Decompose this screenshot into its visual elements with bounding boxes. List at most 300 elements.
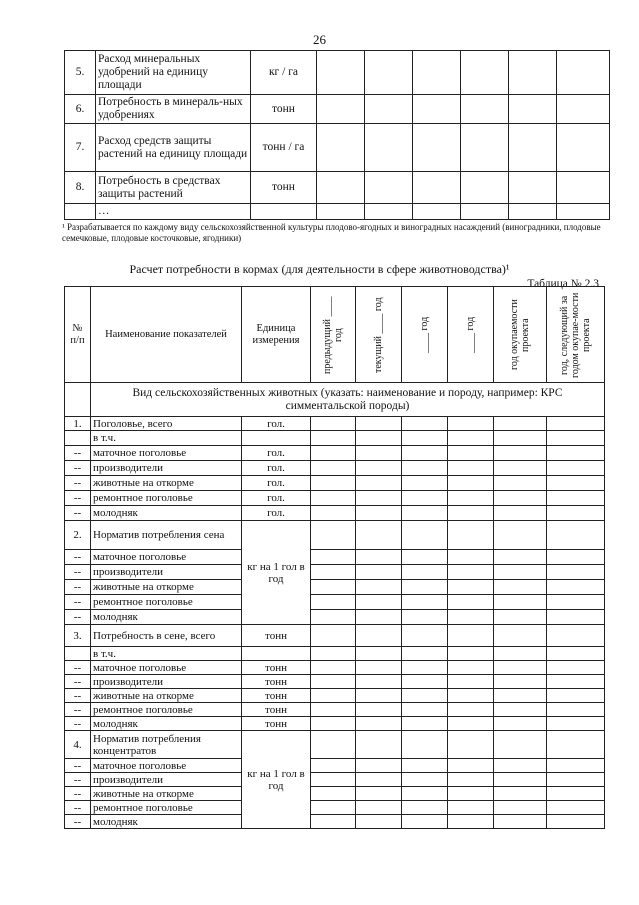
row-number: -- [65, 506, 91, 521]
table-cell[interactable] [413, 172, 461, 204]
table-cell[interactable] [494, 476, 547, 491]
row-label: в т.ч. [91, 647, 242, 661]
table-cell[interactable] [547, 461, 605, 476]
row-unit: кг на 1 гол в год [242, 731, 311, 829]
table-cell[interactable] [448, 565, 494, 580]
table-cell[interactable] [547, 759, 605, 773]
row-number [65, 647, 91, 661]
table-cell[interactable] [356, 815, 402, 829]
table-cell[interactable] [448, 815, 494, 829]
row-number: -- [65, 595, 91, 610]
table-cell[interactable] [317, 204, 365, 220]
header-payback-year [494, 287, 547, 383]
table-cell[interactable] [356, 595, 402, 610]
table-cell[interactable] [509, 95, 557, 124]
table-cell[interactable] [557, 124, 610, 172]
table-cell[interactable] [494, 717, 547, 731]
table-row [65, 815, 605, 829]
table-row [65, 172, 610, 204]
table-cell[interactable] [494, 801, 547, 815]
table-cell[interactable] [448, 647, 494, 661]
group-empty-cell [65, 383, 91, 417]
row-label: Поголовье, всего [91, 417, 242, 431]
table-cell[interactable] [413, 95, 461, 124]
table-cell[interactable] [547, 550, 605, 565]
table-cell[interactable] [311, 521, 356, 550]
row-number: -- [65, 565, 91, 580]
table-cell[interactable] [547, 815, 605, 829]
row-unit: тонн [242, 661, 311, 675]
table-cell[interactable] [413, 124, 461, 172]
row-number: -- [65, 610, 91, 625]
table-cell[interactable] [356, 787, 402, 801]
table-cell[interactable] [494, 689, 547, 703]
table-cell[interactable] [448, 661, 494, 675]
row-label: молодняк [91, 717, 242, 731]
row-number: -- [65, 580, 91, 595]
header-year-4-text: ____ год [465, 316, 476, 353]
row-number: 2. [65, 521, 91, 550]
table-cell[interactable] [402, 647, 448, 661]
row-unit: тонн [242, 703, 311, 717]
table-cell[interactable] [494, 446, 547, 461]
header-year-current [356, 287, 402, 383]
table-cell[interactable] [365, 51, 413, 95]
table-cell[interactable] [311, 461, 356, 476]
row-number [65, 204, 96, 220]
table-cell[interactable] [311, 773, 356, 787]
table-cell[interactable] [547, 565, 605, 580]
row-label: маточное поголовье [91, 759, 242, 773]
footnote: ¹ Разрабатывается по каждому виду сельскохозяйственной культуры плодово-ягодных и виноградных насаждений (виноградники, плодовые семечковые, плодовые косточковые, ягодники) [62, 222, 601, 243]
table-cell[interactable] [311, 731, 356, 759]
table-row [65, 506, 605, 521]
row-label: производители [91, 773, 242, 787]
row-unit: тонн [242, 717, 311, 731]
row-label: молодняк [91, 506, 242, 521]
table-cell[interactable] [311, 661, 356, 675]
header-unit: Единица измерения [242, 287, 311, 383]
table-cell[interactable] [356, 661, 402, 675]
table-cell[interactable] [356, 580, 402, 595]
header-row [65, 287, 605, 383]
table-cell[interactable] [356, 461, 402, 476]
table-cell[interactable] [509, 124, 557, 172]
section-title: Расчет потребности в кормах (для деятельности в сфере животноводства)¹ [129, 262, 510, 276]
row-unit: гол. [242, 491, 311, 506]
table-cell[interactable] [311, 815, 356, 829]
row-label: производители [91, 565, 242, 580]
row-label: животные на откорме [91, 787, 242, 801]
row-label: в т.ч. [91, 431, 242, 446]
row-number: 4. [65, 731, 91, 759]
row-number: -- [65, 787, 91, 801]
table-cell[interactable] [494, 506, 547, 521]
table-row [65, 550, 605, 565]
table-label: Таблица № 2.3 [527, 278, 599, 290]
group-row [65, 383, 605, 417]
table-row [65, 580, 605, 595]
table-cell[interactable] [311, 446, 356, 461]
table-cell[interactable] [365, 124, 413, 172]
table-cell[interactable] [402, 461, 448, 476]
table-cell[interactable] [547, 675, 605, 689]
table-row [65, 675, 605, 689]
table-cell[interactable] [311, 703, 356, 717]
table-cell[interactable] [547, 476, 605, 491]
row-label: ремонтное поголовье [91, 703, 242, 717]
row-unit: кг / га [251, 51, 317, 95]
table-cell[interactable] [547, 703, 605, 717]
row-number: -- [65, 703, 91, 717]
table-cell[interactable] [402, 661, 448, 675]
table-cell[interactable] [356, 491, 402, 506]
animal-type-label: Вид сельскохозяйственных животных (указать: наименование и породу, например: КРС симментальской породы) [91, 383, 605, 417]
table-cell[interactable] [494, 731, 547, 759]
table-cell[interactable] [356, 801, 402, 815]
header-year-3-text: ____ год [419, 316, 430, 353]
table-cell[interactable] [311, 595, 356, 610]
table-cell[interactable] [547, 787, 605, 801]
table-row [65, 661, 605, 675]
table-cell[interactable] [494, 773, 547, 787]
table-cell[interactable] [448, 521, 494, 550]
table-cell[interactable] [494, 461, 547, 476]
table-cell[interactable] [356, 417, 402, 431]
table-cell[interactable] [356, 521, 402, 550]
table-row [65, 431, 605, 446]
table-cell[interactable] [448, 431, 494, 446]
table-cell[interactable] [356, 476, 402, 491]
row-number: -- [65, 476, 91, 491]
table-cell[interactable] [311, 431, 356, 446]
table-cell[interactable] [402, 801, 448, 815]
table-cell[interactable] [494, 580, 547, 595]
table-cell[interactable] [547, 446, 605, 461]
table-cell[interactable] [402, 815, 448, 829]
row-label: ремонтное поголовье [91, 491, 242, 506]
table-row [65, 759, 605, 773]
table-cell[interactable] [461, 172, 509, 204]
row-label: маточное поголовье [91, 550, 242, 565]
table-cell[interactable] [402, 731, 448, 759]
table-cell[interactable] [311, 550, 356, 565]
table-cell[interactable] [402, 595, 448, 610]
table-cell[interactable] [448, 506, 494, 521]
table-cell[interactable] [356, 731, 402, 759]
table-cell[interactable] [547, 661, 605, 675]
table-cell[interactable] [402, 580, 448, 595]
table-cell[interactable] [402, 491, 448, 506]
row-number: -- [65, 801, 91, 815]
table-cell[interactable] [448, 625, 494, 647]
table-cell[interactable] [402, 773, 448, 787]
table-cell[interactable] [557, 172, 610, 204]
table-cell[interactable] [356, 773, 402, 787]
table-cell[interactable] [547, 506, 605, 521]
table-cell[interactable] [547, 491, 605, 506]
row-label: Расход минеральных удобрений на единицу площади [96, 51, 251, 95]
row-number: 6. [65, 95, 96, 124]
row-label: животные на откорме [91, 580, 242, 595]
table-cell[interactable] [448, 675, 494, 689]
table-cell[interactable] [356, 689, 402, 703]
header-year-current-text: текущий ____ год [373, 296, 384, 373]
row-unit: тонн [242, 625, 311, 647]
table-cell[interactable] [311, 759, 356, 773]
table-cell[interactable] [509, 172, 557, 204]
table-cell[interactable] [402, 675, 448, 689]
row-unit [242, 431, 311, 446]
table-row [65, 689, 605, 703]
row-label: Норматив потребления сена [91, 521, 242, 550]
table-cell[interactable] [356, 647, 402, 661]
table-cell[interactable] [365, 172, 413, 204]
table-cell[interactable] [311, 417, 356, 431]
table-cell[interactable] [448, 759, 494, 773]
table-cell[interactable] [448, 717, 494, 731]
table-row [65, 476, 605, 491]
table-row [65, 124, 610, 172]
row-label: маточное поголовье [91, 661, 242, 675]
table-cell[interactable] [547, 595, 605, 610]
header-after-payback-year [547, 287, 605, 383]
table-cell[interactable] [311, 565, 356, 580]
table-cell[interactable] [547, 647, 605, 661]
table-cell[interactable] [356, 446, 402, 461]
table-cell[interactable] [448, 703, 494, 717]
table-cell[interactable] [402, 431, 448, 446]
table-cell[interactable] [402, 703, 448, 717]
row-unit: гол. [242, 417, 311, 431]
fertilizer-table [64, 50, 610, 220]
table-cell[interactable] [494, 417, 547, 431]
table-cell[interactable] [448, 550, 494, 565]
row-unit: тонн [251, 172, 317, 204]
table-cell[interactable] [494, 647, 547, 661]
table-row [65, 565, 605, 580]
table-cell[interactable] [311, 580, 356, 595]
header-year-4 [448, 287, 494, 383]
table-cell[interactable] [461, 51, 509, 95]
row-label: Расход средств защиты растений на единицу площади [96, 124, 251, 172]
table-cell[interactable] [494, 565, 547, 580]
table-cell[interactable] [402, 506, 448, 521]
table-cell[interactable] [547, 625, 605, 647]
row-number: 3. [65, 625, 91, 647]
table-cell[interactable] [311, 506, 356, 521]
table-row [65, 491, 605, 506]
table-cell[interactable] [494, 815, 547, 829]
table-cell[interactable] [461, 124, 509, 172]
table-row [65, 731, 605, 759]
table-cell[interactable] [547, 431, 605, 446]
table-cell[interactable] [402, 625, 448, 647]
table-cell[interactable] [494, 675, 547, 689]
table-cell[interactable] [356, 625, 402, 647]
row-number: -- [65, 446, 91, 461]
table-cell[interactable] [311, 491, 356, 506]
table-cell[interactable] [311, 801, 356, 815]
row-unit [251, 204, 317, 220]
table-cell[interactable] [413, 204, 461, 220]
table-cell[interactable] [461, 204, 509, 220]
table-cell[interactable] [547, 773, 605, 787]
table-row [65, 717, 605, 731]
row-number: -- [65, 773, 91, 787]
table-cell[interactable] [356, 703, 402, 717]
table-cell[interactable] [461, 95, 509, 124]
table-row [65, 446, 605, 461]
table-cell[interactable] [402, 565, 448, 580]
table-cell[interactable] [311, 717, 356, 731]
table-cell[interactable] [547, 801, 605, 815]
table-cell[interactable] [494, 787, 547, 801]
table-cell[interactable] [494, 625, 547, 647]
row-unit: гол. [242, 506, 311, 521]
feed-requirement-table [64, 286, 605, 829]
table-cell[interactable] [317, 51, 365, 95]
table-cell[interactable] [317, 172, 365, 204]
table-cell[interactable] [356, 675, 402, 689]
row-number: 5. [65, 51, 96, 95]
table-cell[interactable] [494, 703, 547, 717]
row-number: -- [65, 675, 91, 689]
table-row [65, 625, 605, 647]
table-cell[interactable] [402, 550, 448, 565]
table-cell[interactable] [402, 610, 448, 625]
table-cell[interactable] [402, 446, 448, 461]
table-cell[interactable] [311, 476, 356, 491]
table-cell[interactable] [557, 51, 610, 95]
table-cell[interactable] [448, 595, 494, 610]
table-cell[interactable] [311, 689, 356, 703]
table-row [65, 521, 605, 550]
table-cell[interactable] [448, 580, 494, 595]
table-cell[interactable] [448, 787, 494, 801]
table-row [65, 461, 605, 476]
table-cell[interactable] [509, 51, 557, 95]
table-cell[interactable] [448, 689, 494, 703]
table-cell[interactable] [402, 521, 448, 550]
table-cell[interactable] [356, 550, 402, 565]
header-year-3 [402, 287, 448, 383]
row-label: маточное поголовье [91, 446, 242, 461]
header-year-previous [311, 287, 356, 383]
row-unit: тонн [251, 95, 317, 124]
row-number: -- [65, 759, 91, 773]
table-cell[interactable] [547, 610, 605, 625]
table-cell[interactable] [448, 731, 494, 759]
row-label: Потребность в средствах защиты растений [96, 172, 251, 204]
table-cell[interactable] [448, 610, 494, 625]
table-cell[interactable] [311, 647, 356, 661]
table-cell[interactable] [356, 506, 402, 521]
table-cell[interactable] [402, 759, 448, 773]
table-cell[interactable] [311, 625, 356, 647]
table-cell[interactable] [402, 689, 448, 703]
table-cell[interactable] [494, 521, 547, 550]
table-cell[interactable] [547, 731, 605, 759]
table-cell[interactable] [547, 689, 605, 703]
table-cell[interactable] [448, 773, 494, 787]
table-cell[interactable] [494, 610, 547, 625]
table-cell[interactable] [365, 95, 413, 124]
table-cell[interactable] [547, 717, 605, 731]
table-cell[interactable] [402, 476, 448, 491]
row-number: 7. [65, 124, 96, 172]
row-unit [242, 647, 311, 661]
table-cell[interactable] [365, 204, 413, 220]
row-unit: гол. [242, 446, 311, 461]
row-number: 8. [65, 172, 96, 204]
table-cell[interactable] [311, 675, 356, 689]
table-cell[interactable] [311, 610, 356, 625]
table-cell[interactable] [547, 521, 605, 550]
table-cell[interactable] [494, 431, 547, 446]
row-label: производители [91, 675, 242, 689]
table-cell[interactable] [547, 417, 605, 431]
table-cell[interactable] [317, 124, 365, 172]
row-label: Потребность в минераль-ных удобрениях [96, 95, 251, 124]
table-cell[interactable] [494, 595, 547, 610]
table-row [65, 51, 610, 95]
table-row [65, 773, 605, 787]
table-cell[interactable] [509, 204, 557, 220]
table-cell[interactable] [557, 95, 610, 124]
table-cell[interactable] [448, 417, 494, 431]
header-after-payback-year-text: год, следующий за годом окупае-мости проекта [559, 291, 592, 378]
table-cell[interactable] [402, 787, 448, 801]
row-unit: тонн [242, 675, 311, 689]
table-cell[interactable] [356, 610, 402, 625]
table-cell[interactable] [356, 431, 402, 446]
table-cell[interactable] [448, 461, 494, 476]
header-number: № п/п [65, 287, 91, 383]
table-cell[interactable] [494, 759, 547, 773]
table-cell[interactable] [494, 661, 547, 675]
table-cell[interactable] [402, 417, 448, 431]
table-cell[interactable] [317, 95, 365, 124]
table-cell[interactable] [448, 476, 494, 491]
table-row [65, 801, 605, 815]
table-cell[interactable] [356, 759, 402, 773]
table-row [65, 417, 605, 431]
table-cell[interactable] [311, 787, 356, 801]
table-cell[interactable] [402, 717, 448, 731]
row-label: животные на откорме [91, 476, 242, 491]
table-row [65, 610, 605, 625]
table-cell[interactable] [356, 717, 402, 731]
table-cell[interactable] [494, 491, 547, 506]
row-label: Норматив потребления концентратов [91, 731, 242, 759]
table-cell[interactable] [494, 550, 547, 565]
table-cell[interactable] [448, 446, 494, 461]
table-cell[interactable] [356, 565, 402, 580]
header-payback-year-text: год окупаемости проекта [509, 299, 531, 370]
table-cell[interactable] [547, 580, 605, 595]
table-cell[interactable] [448, 801, 494, 815]
table-cell[interactable] [557, 204, 610, 220]
row-label: молодняк [91, 815, 242, 829]
table-cell[interactable] [413, 51, 461, 95]
row-number: -- [65, 661, 91, 675]
row-number: -- [65, 550, 91, 565]
row-unit: кг на 1 гол в год [242, 521, 311, 625]
row-label: ремонтное поголовье [91, 801, 242, 815]
row-unit: тонн [242, 689, 311, 703]
table-cell[interactable] [448, 491, 494, 506]
